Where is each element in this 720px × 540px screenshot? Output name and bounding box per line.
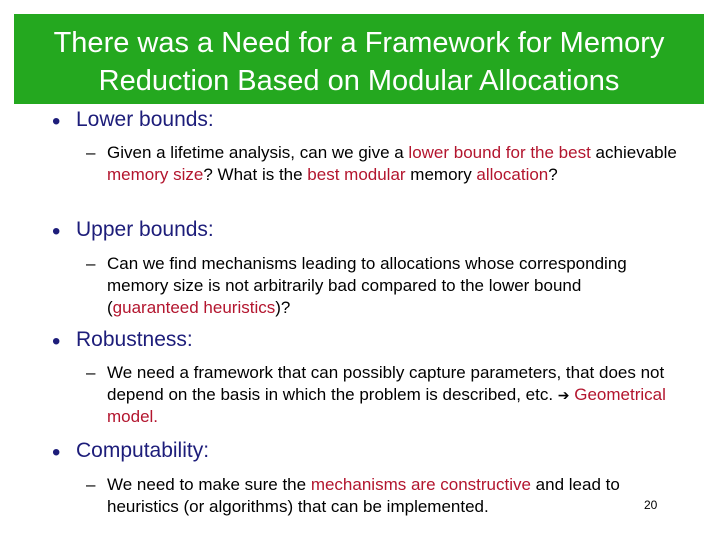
page-number: 20	[644, 498, 658, 512]
bullet-heading-upper-bounds: Upper bounds:	[76, 218, 214, 241]
body-text: achievable	[590, 143, 677, 162]
bullet-heading-robustness: Robustness:	[76, 328, 193, 351]
body-text: and lead to heuristics (or algorithms) that can be implemented.	[107, 475, 620, 516]
body-text: Given a lifetime analysis, can we give a	[107, 143, 409, 162]
arrow-right-icon: ➔	[557, 387, 570, 403]
sub-point-lower-bounds	[107, 142, 685, 186]
highlighted-text: lower bound for the best	[408, 143, 591, 162]
bullet-marker: •	[52, 439, 61, 466]
body-text: ?	[548, 165, 558, 184]
sub-point-upper-bounds	[107, 253, 667, 319]
bullet-heading-computability: Computability:	[76, 439, 210, 462]
bullet-marker: •	[52, 108, 61, 135]
dash-marker: –	[86, 254, 96, 273]
body-text: We need to make sure the	[107, 475, 311, 494]
dash-marker: –	[86, 143, 96, 162]
bullet-heading-lower-bounds: Lower bounds:	[76, 108, 214, 131]
slide-title	[14, 14, 704, 104]
body-text: ? What is the	[203, 165, 308, 184]
sub-point-computability	[107, 474, 652, 518]
title-line-1: There was a Need for a Framework for Memory	[53, 27, 665, 59]
title-line-2: Reduction Based on Modular Allocations	[98, 65, 620, 97]
body-text: memory	[405, 165, 477, 184]
body-text: )?	[275, 298, 291, 317]
body-text: Can we find mechanisms leading to allocations whose corresponding memory size is not arbitrarily bad compared to the lower bound (	[107, 254, 627, 317]
highlighted-text: best modular	[307, 165, 406, 184]
highlighted-text: guaranteed heuristics	[112, 298, 276, 317]
bullet-marker: •	[52, 328, 61, 355]
sub-point-robustness	[107, 362, 697, 428]
bullet-marker: •	[52, 218, 61, 245]
body-text: We need a framework that can possibly capture parameters, that does not depend on the basis in which the problem is described, etc.	[107, 363, 665, 404]
highlighted-text: memory size	[107, 165, 204, 184]
dash-marker: –	[86, 475, 96, 494]
highlighted-text: Geometrical model.	[107, 385, 666, 426]
dash-marker: –	[86, 363, 96, 382]
highlighted-text: mechanisms are constructive	[310, 475, 531, 494]
highlighted-text: allocation	[476, 165, 549, 184]
